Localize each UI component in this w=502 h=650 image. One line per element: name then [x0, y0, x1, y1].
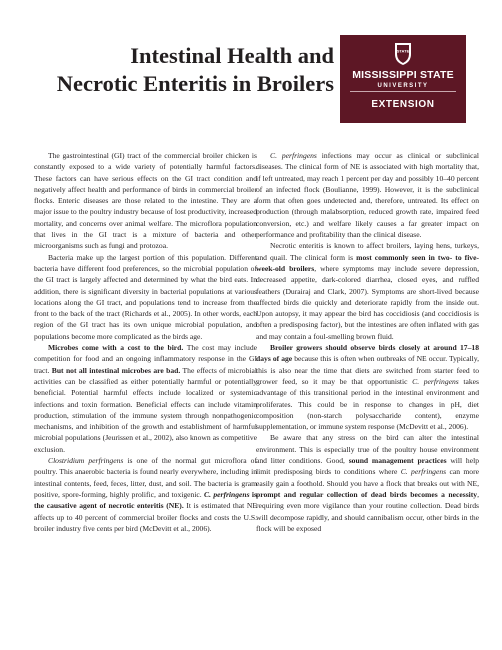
- paragraph: [256, 150, 479, 240]
- paragraph-text: can more easily gain a foothold. Should you have a flock that breaks out with NE,: [256, 467, 479, 488]
- species-name: C. perfringens: [400, 467, 447, 477]
- left-column: [34, 150, 257, 534]
- emphasis-text: is the causative agent of necrotic enteritis (NE).: [34, 489, 258, 511]
- emphasis-text: most commonly seen in two- to five-week-old broilers: [256, 252, 479, 273]
- paragraph: [256, 342, 479, 432]
- svg-text:STATE: STATE: [396, 48, 410, 54]
- emphasis-text: Microbes come with a cost to the bird.: [48, 343, 184, 353]
- msu-extension-logo: [340, 35, 466, 123]
- species-name: Clostridium perfringens: [48, 456, 124, 466]
- paragraph-text: , requiring even more vigilance than your routine collection. Dead birds will decompose rapidly, and should cannibalism occur, other birds in the flock will be exposed: [256, 489, 479, 533]
- paragraph-text: because this is often when outbreaks of NE occur. Typically, this is also near the time that diets are switched from starter feed to grower feed, so it may be that opportunistic: [256, 354, 479, 386]
- paragraph-text: The gastrointestinal (GI) tract of the commercial broiler chicken is constantly exposed to a wide variety of potentially harmful factors. These factors can have serious effects on the GI tract condition and negatively affect health and performance of birds in commercial broiler flocks. Enteric diseases are those related to the intestine. They are a major issue to the poultry industry because of lost productivity, increased mortality, and concerns over animal welfare. The microflora population that lives in the GI tract is a mixture of bacteria and other microorganisms such as fungi and protozoa.: [34, 151, 257, 251]
- logo-university-label: UNIVERSITY: [377, 83, 429, 89]
- paragraph-text: The effects of microbial activities can be classified as either potentially harmful or potentially beneficial. Potential harmful effects include localized or systemic infections and toxin formation. Beneficial effects can include vitamin production, stimulation of the immune system through nonpathogenic mechanisms, and inhibition of the growth and establishment of harmful microbial populations (Jeurissen et al., 2002), also known as competitive exclusion.: [34, 365, 257, 454]
- paragraph: [34, 455, 257, 534]
- paragraph-text: The cost may include competition for food and an ongoing inflammatory response in the GI tract.: [34, 343, 258, 375]
- paragraph-text: will help limit predisposing birds to conditions where: [256, 456, 479, 477]
- paragraph-text: , where symptoms may include severe depression, decreased appetite, dark-colored diarrhea, closed eyes, and ruffled feathers (Durairaj and Clark, 2007). Symptoms are short-lived because affected birds die quickly and deteriorate rapidly from the inside out. Upon autopsy, it may appear the bird has coccidiosis (and coccidiosis is often a predisposing factor), but the intestines are often inflated with gas and may contain a foul-smelling brown fluid.: [256, 263, 479, 341]
- logo-extension-label: EXTENSION: [371, 99, 435, 110]
- paragraph: [256, 432, 479, 534]
- paragraph-text: takes advantage of this transitional period in the intestinal environment and proliferates. This could be in response to changes in pH, diet composition (non-starch polysaccharide content), enzyme supplementation, or immune system response (McDevitt et al., 2006).: [256, 376, 479, 432]
- paragraph: [256, 240, 479, 342]
- logo-divider: [350, 91, 456, 92]
- paragraph-text: Necrotic enteritis is known to affect broilers, laying hens, turkeys, and quail. The clinical form is: [256, 241, 479, 262]
- species-name: C. perfringens: [412, 376, 459, 386]
- species-name: C. perfringens: [270, 151, 317, 160]
- paragraph: [34, 150, 257, 252]
- paragraph-text: It is estimated that NE affects up to 40 percent of commercial broiler flocks and costs the U.S. broiler industry five cents per bird (McDevitt et al., 2006).: [34, 501, 257, 533]
- species-name: C. perfringens: [204, 489, 250, 499]
- paragraph: [34, 342, 257, 455]
- paragraph: [34, 252, 257, 342]
- emphasis-text: Broiler growers should observe birds closely at around 17–18 days of age: [256, 343, 479, 364]
- right-column: [256, 150, 479, 534]
- title-line-1: Intestinal Health and: [130, 43, 334, 68]
- paragraph-text: is one of the normal gut microflora of poultry. This anaerobic bacteria is found nearly everywhere, including in intestinal contents, feed, feces, litter, dust, and soil. The bacteria is gram positive, spore-forming, highly prolific, and toxigenic.: [34, 456, 258, 499]
- paragraph-text: infections may occur as clinical or subclinical diseases. The clinical form of NE is associated with high mortality that, if left untreated, may reach 1 percent per day and possibly 10–40 percent of an infected flock (Boulianne, 1999). However, it is the subclinical form that often goes undetected and, therefore, untreated. Its effect on production (through malabsorption, reduced growth rate, impaired feed conversion, etc.) and welfare likely causes a far greater impact on performance and profitability than the clinical disease.: [256, 151, 479, 240]
- paragraph-text: Bacteria make up the largest portion of this population. Different bacteria have different food preferences, so the microbial population of the GI tract is largely affected and determined by what the bird eats. In addition, there is significant diversity in bacterial populations at various locations along the GI tract, and populations tend to increase from the front to the back of the tract (Richards et al., 2005). In other words, each region of the GI tract has its own unique microbial population, and populations become more complicated as the birds age.: [34, 252, 257, 341]
- emphasis-text: But not all intestinal microbes are bad.: [51, 365, 181, 375]
- logo-university-name: MISSISSIPPI STATE: [352, 69, 454, 81]
- paragraph-text: Be aware that any stress on the bird can alter the intestinal environment. This is especially true of the poultry house environment and litter conditions. Good,: [256, 433, 479, 466]
- page-title: [34, 42, 334, 98]
- university-seal-icon: [393, 40, 413, 66]
- title-line-2: Necrotic Enteritis in Broilers: [56, 71, 334, 96]
- emphasis-text: prompt and regular collection of dead birds becomes a necessity: [256, 489, 478, 499]
- emphasis-text: sound management practices: [348, 456, 447, 466]
